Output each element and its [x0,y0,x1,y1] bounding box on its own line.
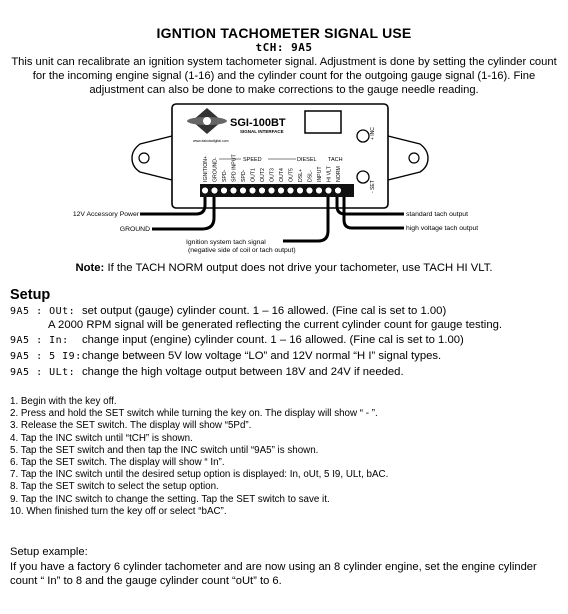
pin-label: NORM [336,166,342,182]
ground-label: GROUND [119,226,150,233]
note-text: If the TACH NORM output does not drive your tachometer, use TACH HI VLT. [104,262,493,274]
option-code: 9A5 : ULt: [10,367,76,378]
option-code: 9A5 : OUt: [10,306,76,317]
step-item: 6. Tap the SET switch. The display will show “ In”. [10,457,225,469]
terminal-screw [240,187,247,194]
terminal-screw [287,187,294,194]
terminal-screw [249,187,256,194]
terminal-screw [202,187,209,194]
page-title: IGNTION TACHOMETER SIGNAL USE [156,25,412,41]
terminal-screw [278,187,285,194]
pin-label: GROUND- [212,157,219,182]
mount-hole-right [409,153,419,163]
option-code: 9A5 : In: [10,335,69,346]
model-sub-label: SIGNAL INTERFACE [240,129,284,134]
hv-tach-label: high voltage tach output [406,225,479,232]
pin-label: SPD INPUT [231,154,238,182]
step-item: 4. Tap the INC switch until “tCH” is shown. [10,432,193,444]
group-speed-label: SPEED [243,157,262,163]
setup-heading: Setup [10,287,51,303]
note-label: Note: [75,262,105,274]
ignition-signal-label: Ignition system tach signal [186,239,266,246]
website-label: www.dakotadigital.com [193,139,229,143]
terminal-screw [297,187,304,194]
step-item: 9. Tap the INC switch to change the setting. Tap the SET switch to save it. [10,493,330,505]
pin-label: DSL+ [298,168,304,182]
terminal-screw [316,187,323,194]
terminal-screw [230,187,237,194]
option-desc: change input (engine) cylinder count. 1 – 16 allowed. (Fine cal is set to 1.00) [82,334,464,346]
pin-label: OUT4 [279,168,285,182]
page-subtitle: tCH: 9A5 [255,41,313,54]
pin-label: IGNITION+ [203,155,209,182]
setup-option-in [10,334,464,346]
option-desc: change between 5V low voltage “LO” and 12V normal “H I” signal types. [82,350,442,362]
terminal-screw [306,187,313,194]
step-item: 2. Press and hold the SET switch while turning the key on. The display will show “ - ”. [10,408,378,420]
step-item: 1. Begin with the key off. [10,396,117,407]
setup-option-sig [10,350,441,362]
setup-option-ult [10,366,404,378]
pin-label: HI VLT [326,166,333,182]
accessory-power-label: 12V Accessory Power [72,211,139,218]
terminal-screw [259,187,266,194]
step-item: 5. Tap the SET switch and then tap the INC switch until “9A5” is shown. [10,444,319,456]
pin-label: INPUT [317,166,323,182]
terminal-screw [335,187,342,194]
step-item: 3. Release the SET switch. The display will show “5Pd”. [10,420,252,432]
example-body: If you have a factory 6 cylinder tachometer and are now using an 8 cylinder engine, set the engine cylinder count “ In” to 8 and the gauge cylinder count “oUt” to 6. [10,561,537,587]
set-button[interactable] [357,171,369,183]
wiring-diagram [0,98,568,263]
intro-paragraph: This unit can recalibrate an ignition system tachometer signal. Adjustment is done by setting the cylinder count for the incoming engine signal (1-16) and the cylinder count for the outgoing gauge signal (1-16). Fine adjustment can also be done to make corrections to the gauge needle reading. [11,56,557,96]
model-label: SGI-100BT [230,117,286,129]
terminal-screw [211,187,218,194]
step-item: 7. Tap the INC switch until the desired setup option is displayed: In, oUt, 5 I9, ULt, bAC. [10,469,389,481]
option-desc: set output (gauge) cylinder count. 1 – 16 allowed. (Fine cal is set to 1.00) [82,305,447,317]
setup-option-out [10,305,446,317]
ignition-signal-sublabel: (negative side of coil or tach output) [188,247,296,254]
mounting-ear-right [384,135,428,181]
example-heading: Setup example: [10,546,88,558]
terminal-screw [268,187,275,194]
option-desc: change the high voltage output between 18V and 24V if needed. [82,366,404,378]
mount-hole-left [139,153,149,163]
group-tach-label: TACH [328,157,343,163]
pin-label: SPD- [222,169,228,182]
steps-list [10,396,388,518]
pin-label: OUT3 [269,168,276,182]
led-display [305,111,341,133]
inc-button[interactable] [357,130,369,142]
pin-label: OUT5 [288,168,295,182]
pin-label: DSL- [307,170,314,182]
pin-label: OUT2 [260,168,266,182]
group-diesel-label: DIESEL [297,157,317,163]
pin-label: OUT1 [250,168,257,182]
step-item: 8. Tap the SET switch to select the setup option. [10,481,219,493]
terminals [202,187,342,194]
inc-button-label: + INC [370,127,376,140]
terminal-screw [221,187,228,194]
option-code: 9A5 : 5 I9: [10,351,82,362]
option-extra-note: A 2000 RPM signal will be generated reflecting the current cylinder count for gauge testing. [48,319,503,331]
set-button-label: - SET [370,180,376,193]
terminal-screw [325,187,332,194]
std-tach-label: standard tach output [406,211,468,218]
step-item: 10. When finished turn the key off or select “bAC”. [10,505,227,517]
pin-label: SPD- [241,169,247,182]
note [0,262,568,274]
